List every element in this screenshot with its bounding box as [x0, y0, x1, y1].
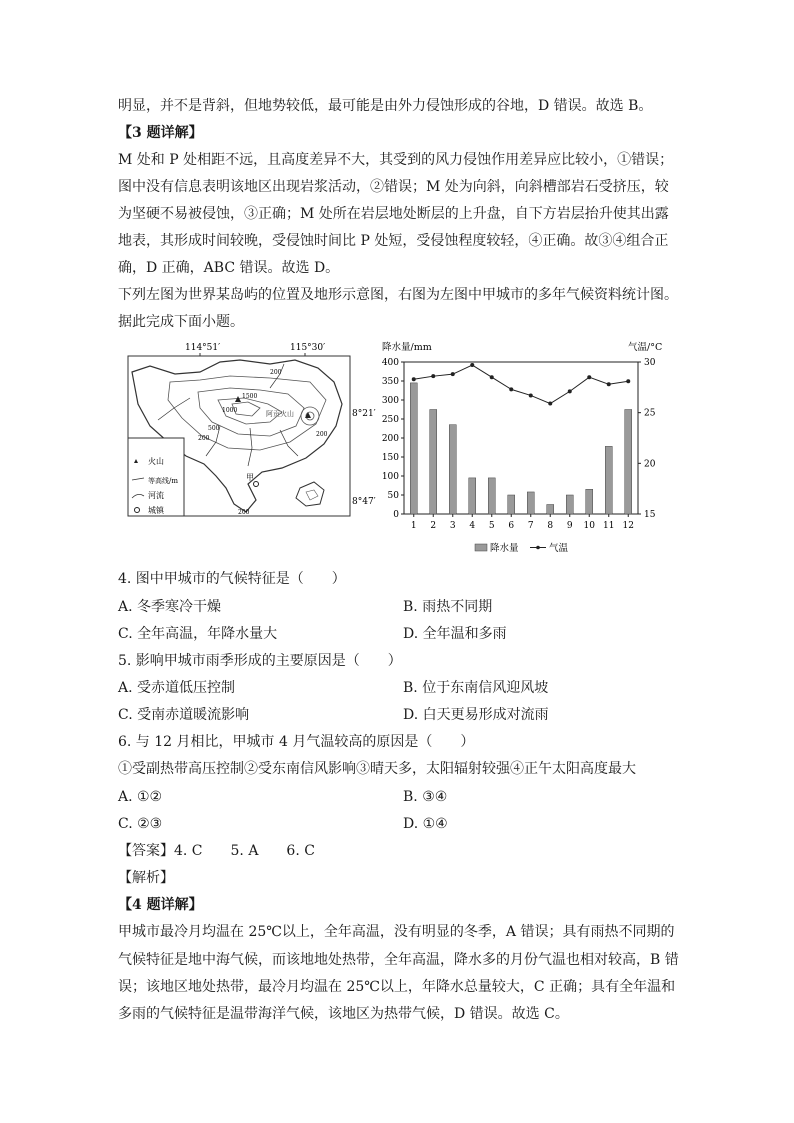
explain4-line-2: 气候特征是地中海气候，而该地地处热带，全年高温，降水多的月份气温也相对较高，B 错: [118, 952, 679, 968]
legend-volcano: 火山: [148, 457, 164, 466]
tick-label-left: 300: [381, 396, 399, 406]
tick-label-x: 12: [622, 521, 634, 531]
q5-option-b: B. 位于东南信风迎风坡: [403, 680, 549, 696]
tick-label-left: 100: [381, 472, 399, 482]
explain4-line-4: 多雨的气候特征是温带海洋气候，该地区为热带气候，D 错误。故选 C。: [118, 1006, 569, 1022]
precip-bar: [508, 495, 515, 514]
legend-temp: 气温: [549, 543, 569, 554]
precip-bar: [449, 425, 456, 514]
contour-label: 500: [208, 425, 220, 432]
q5-option-d: D. 白天更易形成对流雨: [403, 707, 549, 723]
answer-line: 【答案】4. C 5. A 6. C: [118, 843, 315, 859]
temp-point: [529, 393, 533, 397]
temp-point: [548, 402, 552, 406]
q4-option-d: D. 全年温和多雨: [403, 626, 507, 642]
text-line-4: 图中没有信息表明该地区出现岩浆活动，②错误；M 处为向斜，向斜槽部岩石受挤压，较: [118, 179, 669, 195]
tick-label-left: 50: [387, 491, 399, 501]
q4-stem: 4. 图中甲城市的气候特征是（ ）: [118, 571, 346, 587]
temp-point: [490, 375, 494, 379]
text-line-8: 下列左图为世界某岛屿的位置及地形示意图，右图为左图中甲城市的多年气候资料统计图。: [118, 287, 678, 303]
tick-label-left: 250: [381, 415, 399, 425]
precip-bar: [547, 505, 554, 515]
tick-label-x: 10: [583, 521, 595, 531]
precip-bar: [625, 410, 632, 515]
q4-option-c: C. 全年高温，年降水量大: [118, 626, 278, 642]
chart-ylabel-right: 气温/°C: [628, 342, 663, 353]
precip-bar: [469, 478, 476, 514]
contour-label: 200: [270, 369, 282, 376]
contour-label: 200: [316, 431, 328, 438]
map-lat-2: 8°47′: [352, 497, 376, 507]
map-lon-2: 115°30′: [290, 343, 326, 353]
q5-stem: 5. 影响甲城市雨季形成的主要原因是（ ）: [118, 653, 402, 669]
q6-option-d: D. ①④: [403, 816, 448, 832]
city-label: 甲: [246, 473, 254, 482]
tick-label-x: 8: [547, 521, 554, 531]
temp-point: [607, 382, 611, 386]
q5-option-a: A. 受赤道低压控制: [118, 680, 236, 696]
map-lat-1: 8°21′: [352, 409, 376, 419]
tick-label-left: 200: [381, 434, 399, 444]
temp-point: [412, 377, 416, 381]
explain4-line-3: 误；该地区地处热带，最冷月均温在 25℃以上，年降水总量较大，C 正确；具有全年温和: [118, 979, 676, 995]
q4-option-a: A. 冬季寒冷干燥: [118, 599, 222, 615]
temp-point: [470, 363, 474, 367]
precip-bar: [410, 383, 417, 514]
tick-label-x: 9: [566, 521, 573, 531]
tick-label-left: 0: [393, 510, 399, 520]
legend-bar-swatch: [475, 544, 487, 551]
q6-option-a: A. ①②: [118, 789, 163, 805]
explain4-line-1: 甲城市最冷月均温在 25℃以上，全年高温，没有明显的冬季，A 错误；具有雨热不同期的: [118, 924, 675, 940]
sub4-header: 【4 题详解】: [118, 897, 203, 913]
plot-frame: [404, 362, 638, 514]
tick-label-right: 20: [644, 459, 656, 470]
tick-label-x: 1: [410, 521, 417, 531]
legend-contour: 等高线/m: [148, 477, 178, 485]
tick-label-left: 400: [381, 358, 399, 368]
sub3-header: 【3 题详解】: [118, 125, 203, 141]
figures: [120, 338, 670, 558]
legend-river: 河流: [148, 491, 164, 500]
precip-bar: [430, 410, 437, 515]
text-line-3: M 处和 P 处相距不远，且高度差异不大，其受到的风力侵蚀作用差异应比较小，①错误；: [118, 152, 674, 168]
tick-label-x: 7: [527, 521, 534, 531]
city-marker: [254, 482, 259, 487]
contour-label: 200: [238, 509, 250, 516]
temp-point: [509, 387, 513, 391]
tick-label-right: 30: [644, 358, 656, 368]
precip-bar: [527, 492, 534, 514]
temp-point: [626, 379, 630, 383]
climate-chart: [382, 341, 662, 554]
precip-bar: [605, 446, 612, 514]
text-line-7: 确，D 正确，ABC 错误。故选 D。: [118, 260, 340, 276]
precip-bar: [586, 489, 593, 514]
q6-options-line: ①受副热带高压控制②受东南信风影响③晴天多，太阳辐射较强④正午太阳高度最大: [118, 761, 636, 777]
q4-option-b: B. 雨热不同期: [403, 599, 493, 615]
q6-option-b: B. ③④: [403, 789, 448, 805]
text-line-9: 据此完成下面小题。: [118, 314, 244, 330]
island-map: [128, 343, 376, 516]
legend-town: 城镇: [148, 506, 164, 515]
q6-stem: 6. 与 12 月相比，甲城市 4 月气温较高的原因是（ ）: [118, 734, 475, 750]
tick-label-right: 25: [644, 408, 656, 419]
peak-label: 阿贡火山: [266, 410, 294, 418]
contour-label: 1500: [242, 393, 258, 400]
tick-label-x: 4: [469, 521, 476, 531]
tick-label-x: 2: [430, 521, 437, 531]
chart-ylabel-left: 降水量/mm: [382, 342, 432, 353]
text-line-5: 为坚硬不易被侵蚀，③正确；M 处所在岩层地处断层的上升盘，自下方岩层抬升使其出露: [118, 206, 669, 222]
q5-option-c: C. 受南赤道暖流影响: [118, 707, 250, 723]
q6-option-c: C. ②③: [118, 816, 163, 832]
contour-label: 1000: [222, 407, 238, 414]
temp-point: [451, 372, 455, 376]
temp-line: [414, 365, 629, 404]
tick-label-right: 15: [644, 510, 656, 520]
precip-bar: [566, 495, 573, 514]
legend-precip: 降水量: [490, 543, 519, 554]
contour-label: 200: [198, 435, 210, 442]
analysis-header: 【解析】: [118, 870, 174, 886]
tick-label-x: 5: [488, 521, 495, 531]
precip-bar: [488, 478, 495, 514]
text-line-1: 明显，并不是背斜，但地势较低，最可能是由外力侵蚀形成的谷地，D 错误。故选 B。: [118, 98, 653, 114]
tick-label-x: 11: [603, 521, 615, 531]
temp-point: [568, 389, 572, 393]
tick-label-left: 150: [381, 453, 399, 463]
temp-point: [587, 375, 591, 379]
text-line-6: 地表，其形成时间较晚，受侵蚀时间比 P 处短，受侵蚀程度较轻，④正确。故③④组合正: [118, 233, 669, 249]
tick-label-x: 6: [508, 521, 515, 531]
temp-point: [431, 374, 435, 378]
tick-label-left: 350: [381, 377, 399, 387]
tick-label-x: 3: [449, 521, 456, 531]
map-lon-1: 114°51′: [185, 343, 221, 353]
